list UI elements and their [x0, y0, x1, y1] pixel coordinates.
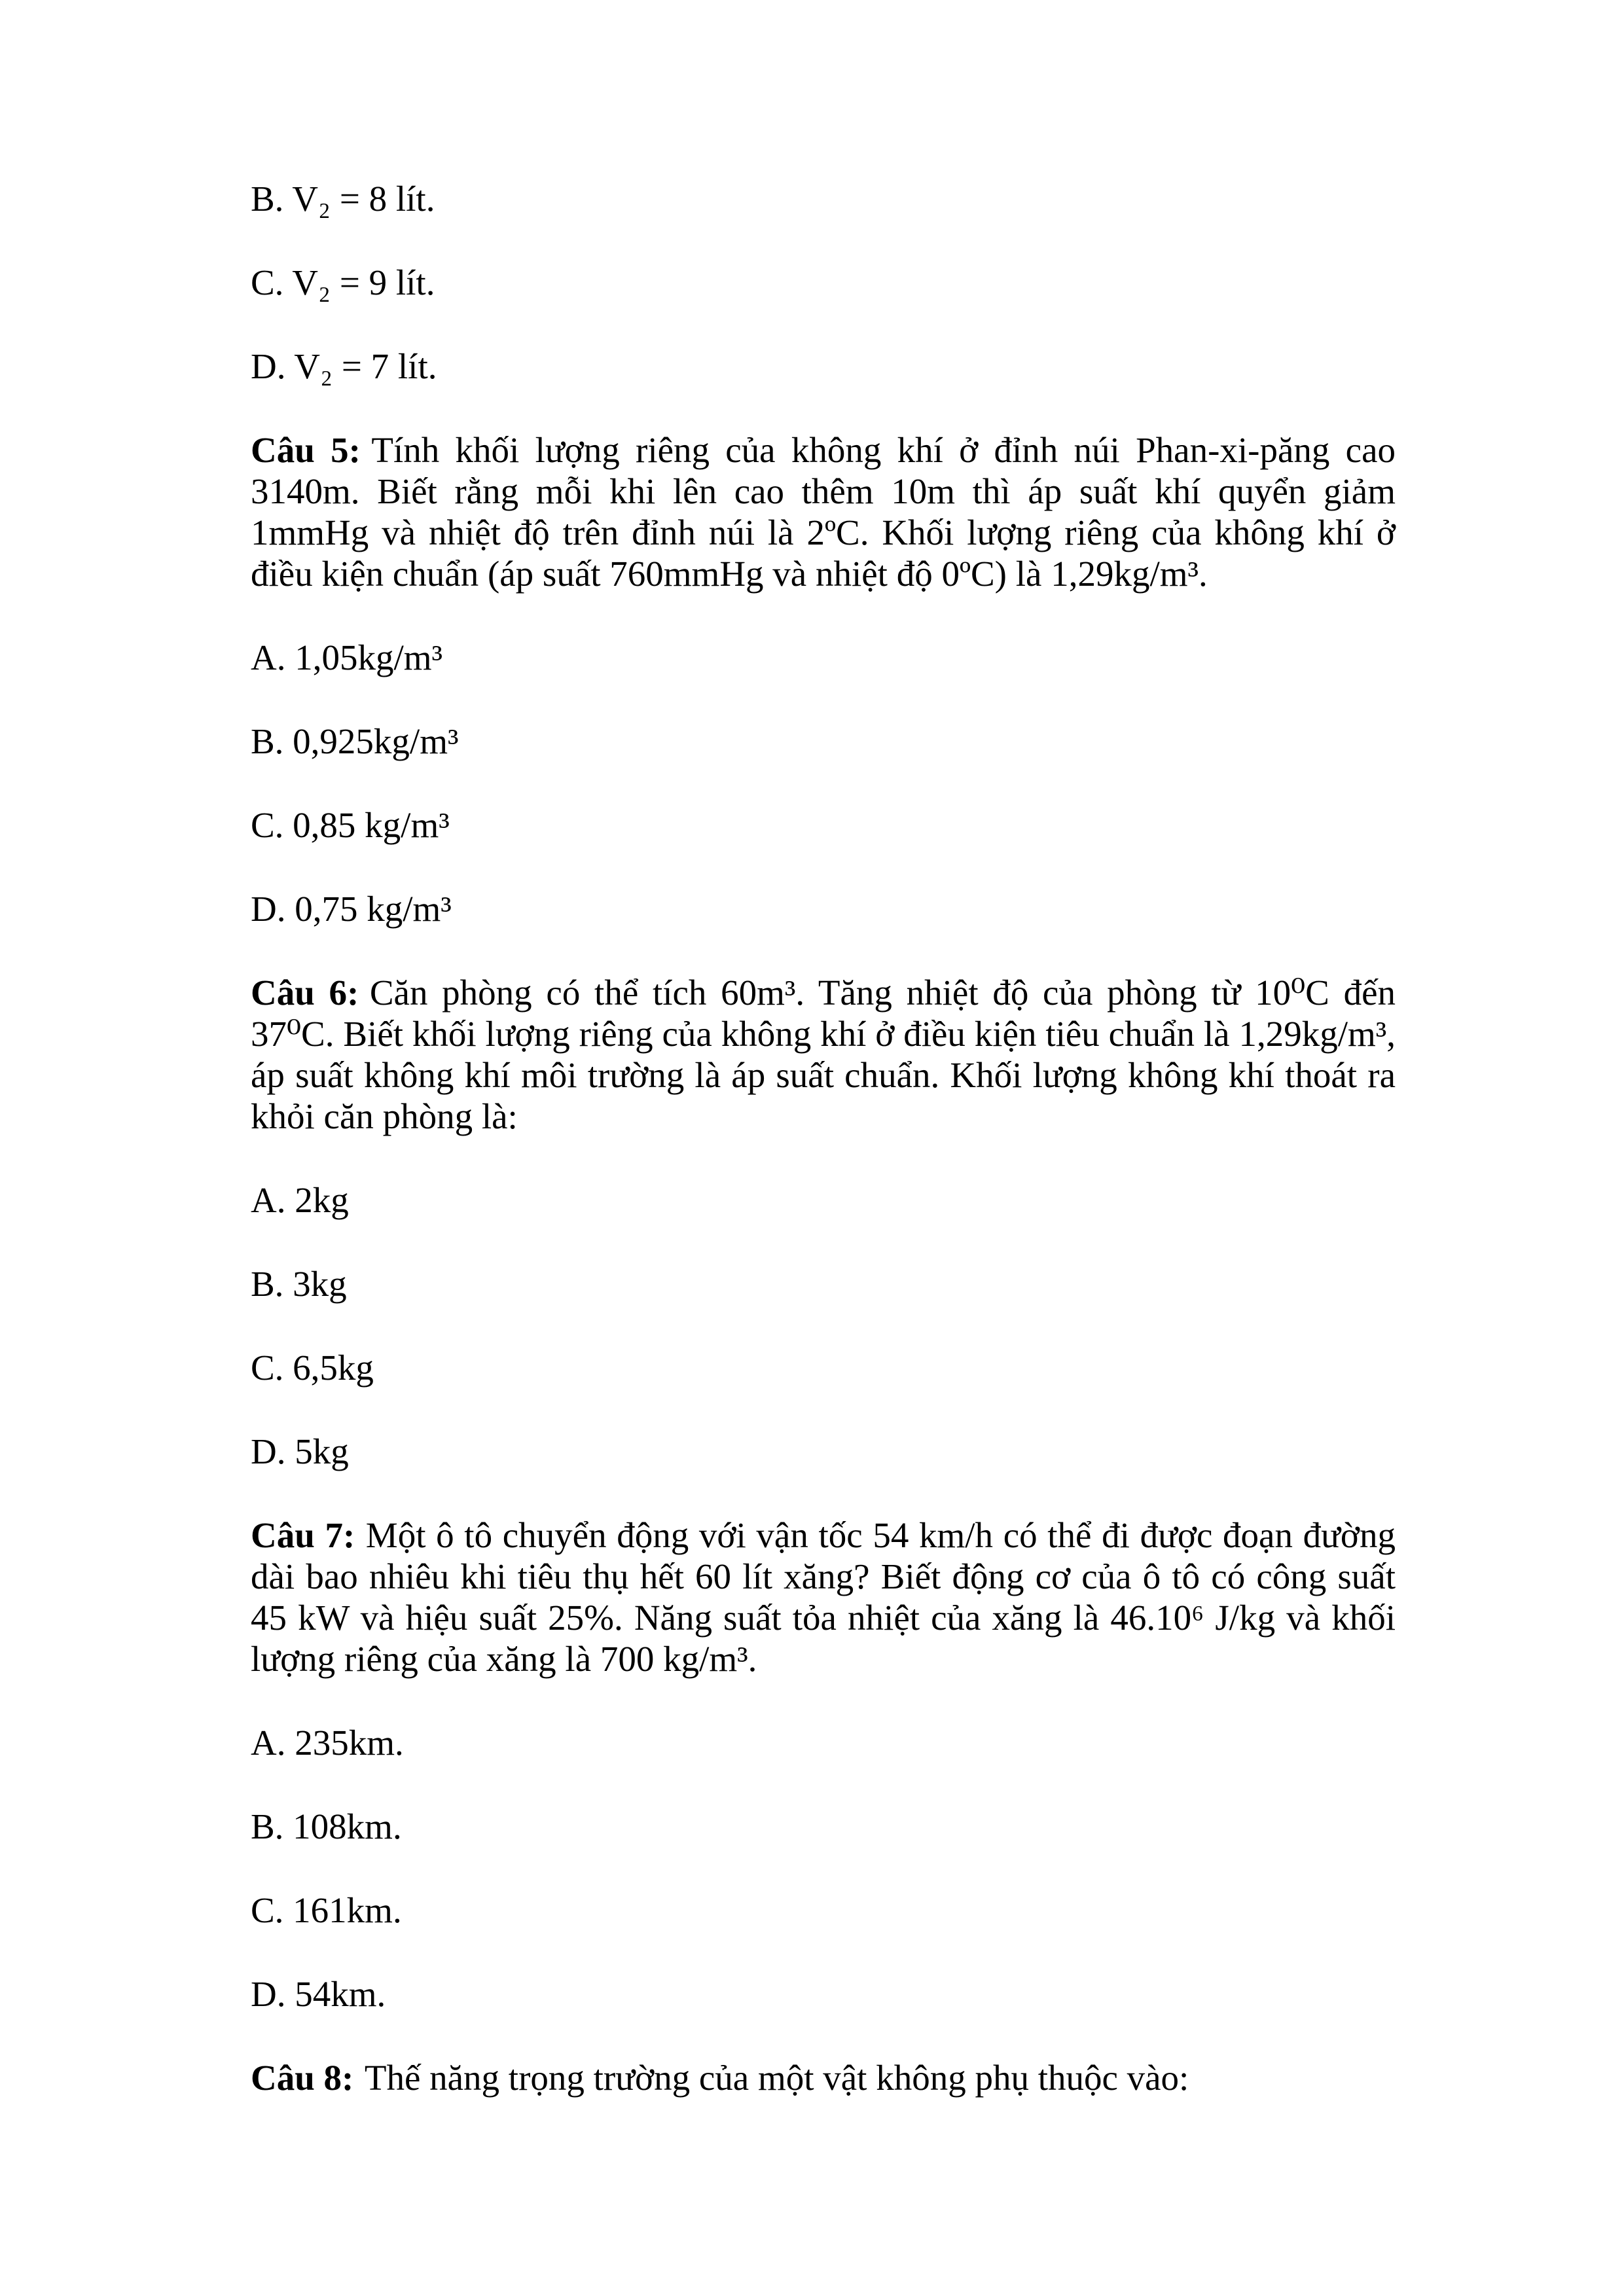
question-paragraph — [251, 429, 1396, 594]
question-text: Tính khối lượng riêng của không khí ở đỉnh núi Phan-xi-păng cao 3140m. Biết rằng mỗi khi lên cao thêm 10m thì áp suất khí quyển giảm 1mmHg và nhiệt độ trên đỉnh núi là 2ºC. Khối lượng riêng của không khí ở điều kiện chuẩn (áp suất 760mmHg và nhiệt độ 0ºC) là 1,29kg/m³. — [251, 430, 1396, 594]
answer-option: A. 1,05kg/m³ — [251, 637, 443, 677]
question-text: Một ô tô chuyển động với vận tốc 54 km/h có thể đi được đoạn đường dài bao nhiêu khi tiêu thụ hết 60 lít xăng? Biết động cơ của ô tô có công suất 45 kW và hiệu suất 25%. Năng suất tỏa nhiệt của xăng là 46.10⁶ J/kg và khối lượng riêng của xăng là 700 kg/m³. — [251, 1515, 1396, 1679]
answer-option: C. 0,85 kg/m³ — [251, 805, 450, 845]
question-number: Câu 7: — [251, 1515, 355, 1555]
question-paragraph — [251, 1515, 1396, 1679]
answer-option: B. 108km. — [251, 1806, 402, 1846]
question-text: Căn phòng có thể tích 60m³. Tăng nhiệt độ của phòng từ 10⁰C đến 37⁰C. Biết khối lượng riêng của không khí ở điều kiện tiêu chuẩn là 1,29kg/m³, áp suất không khí môi trường là áp suất chuẩn. Khối lượng không khí thoát ra khỏi căn phòng là: — [251, 973, 1396, 1136]
answer-option: C. 6,5kg — [251, 1348, 374, 1388]
answer-option: B. 3kg — [251, 1264, 347, 1304]
question-number: Câu 5: — [251, 430, 361, 470]
answer-option: D. 54km. — [251, 1974, 386, 2014]
answer-option: B. V₂ = 8 lít. — [251, 179, 435, 219]
question-text: Thế năng trọng trường của một vật không phụ thuộc vào: — [364, 2058, 1189, 2098]
answer-option: A. 235km. — [251, 1723, 404, 1763]
question-paragraph — [251, 2057, 1396, 2098]
answer-option: B. 0,925kg/m³ — [251, 721, 459, 761]
answer-option: C. V₂ = 9 lít. — [251, 262, 435, 302]
answer-option: C. 161km. — [251, 1890, 402, 1930]
answer-option: D. 5kg — [251, 1431, 349, 1471]
question-number: Câu 8: — [251, 2058, 354, 2098]
answer-option: D. V₂ = 7 lít. — [251, 346, 437, 386]
answer-option: A. 2kg — [251, 1180, 349, 1220]
question-number: Câu 6: — [251, 973, 359, 1013]
question-paragraph — [251, 972, 1396, 1137]
answer-option: D. 0,75 kg/m³ — [251, 889, 452, 929]
